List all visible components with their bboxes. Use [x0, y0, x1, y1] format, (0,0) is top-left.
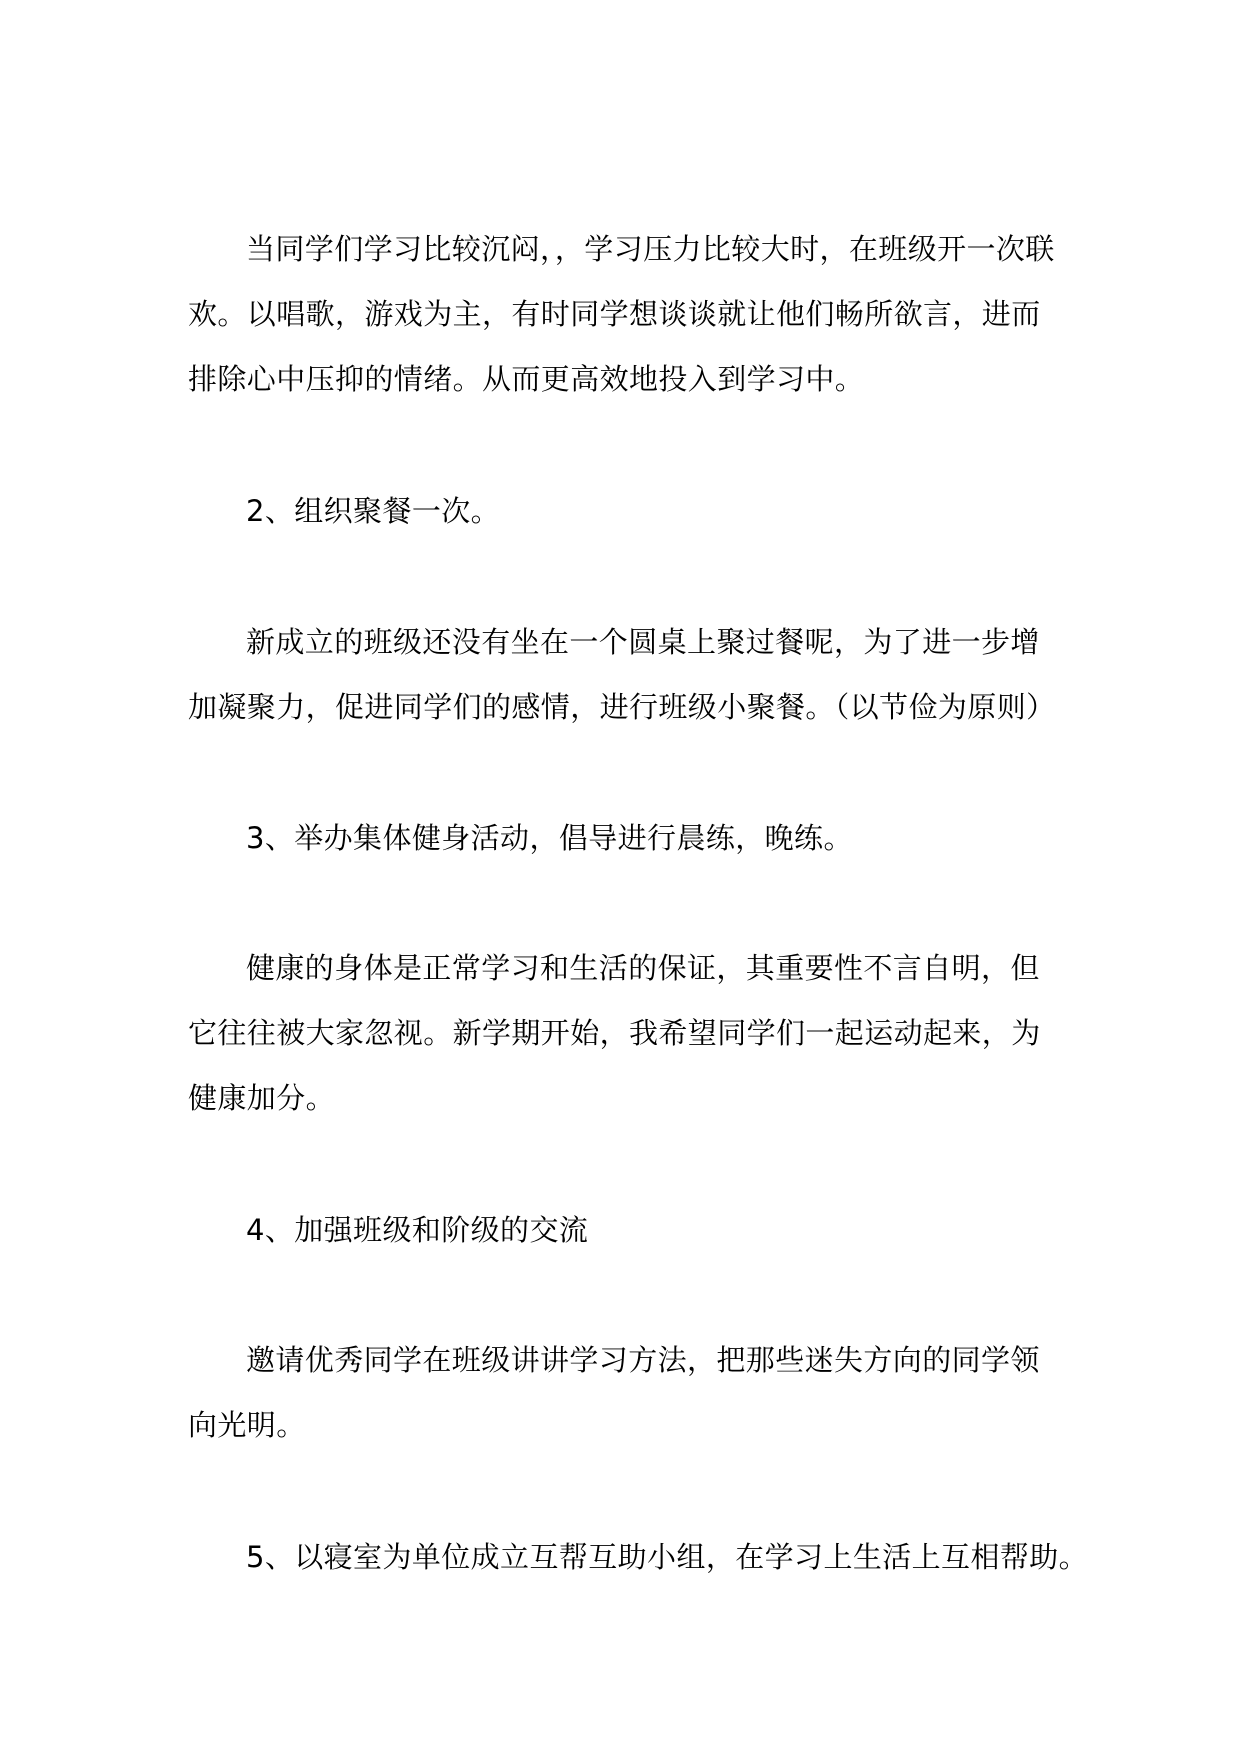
- paragraph-class-party: 当同学们学习比较沉闷，，学习压力比较大时，在班级开一次联欢。以唱歌，游戏为主，有时同学想谈谈就让他们畅所欲言，进而排除心中压抑的情绪。从而更高效地投入到学习中。: [188, 232, 1055, 396]
- paragraph-exchange: 邀请优秀同学在班级讲讲学习方法，把那些迷失方向的同学领向光明。: [188, 1343, 1040, 1442]
- heading-item-2-dinner: 2、组织聚餐一次。: [246, 494, 501, 528]
- heading-item-3-fitness: 3、举办集体健身活动，倡导进行晨练，晚练。: [246, 821, 853, 855]
- heading-item-4-exchange: 4、加强班级和阶级的交流: [246, 1213, 589, 1247]
- paragraph-fitness: 健康的身体是正常学习和生活的保证，其重要性不言自明，但它往往被大家忽视。新学期开始，我希望同学们一起运动起来，为健康加分。: [188, 951, 1041, 1115]
- heading-item-5-dorm-groups: 5、以寝室为单位成立互帮互助小组，在学习上生活上互相帮助。: [246, 1540, 1089, 1574]
- paragraph-class-dinner: 新成立的班级还没有坐在一个圆桌上聚过餐呢，为了进一步增加凝聚力，促进同学们的感情，进行班级小聚餐。（以节俭为原则）: [188, 625, 1056, 724]
